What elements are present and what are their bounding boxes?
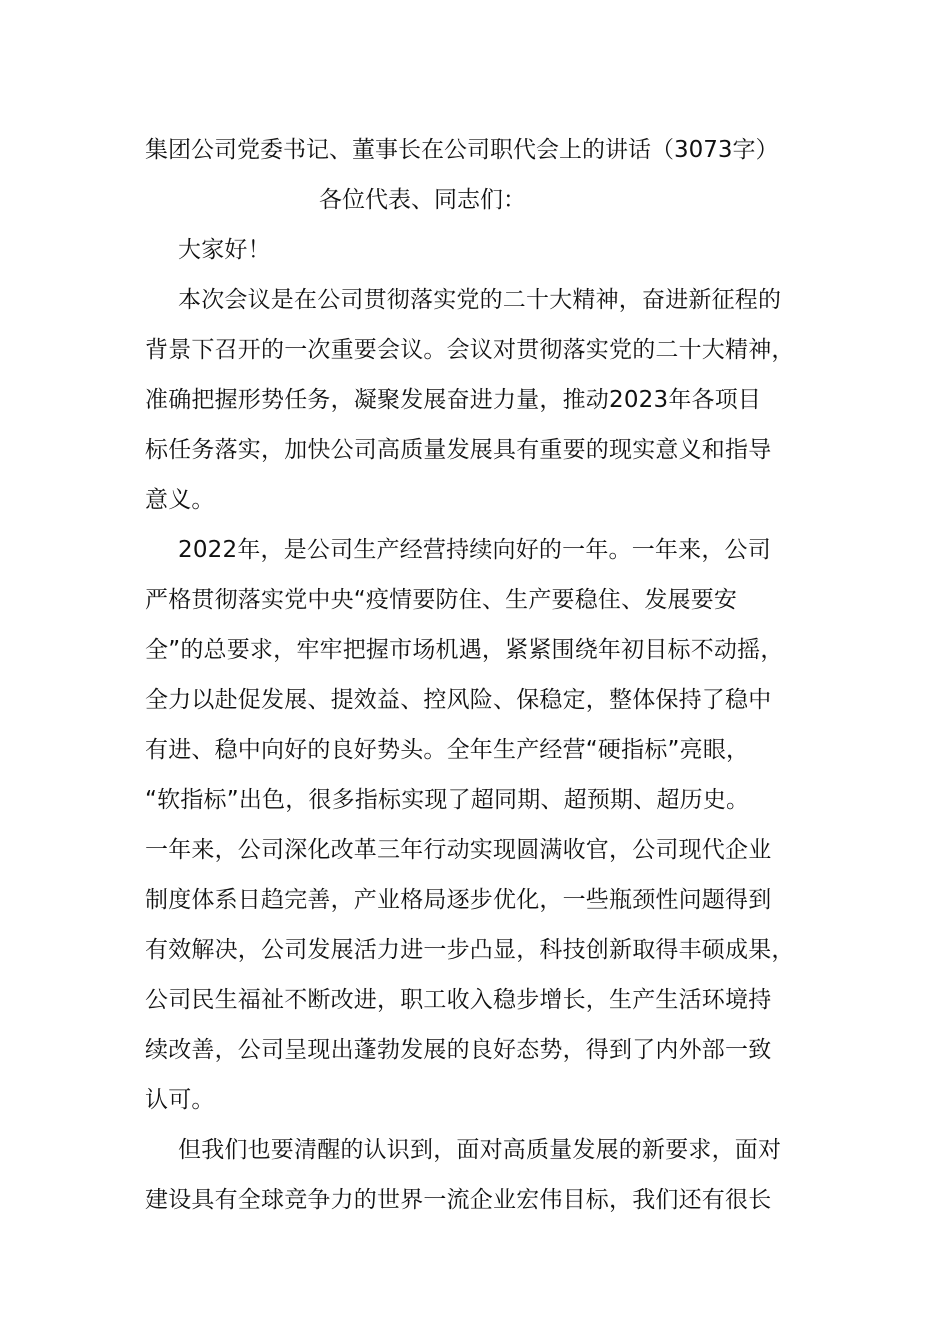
paragraph-line: 续改善，公司呈现出蓬勃发展的良好态势，得到了内外部一致 [145, 1037, 772, 1063]
paragraph-line: 制度体系日趋完善，产业格局逐步优化，一些瓶颈性问题得到 [145, 887, 772, 913]
paragraph-line: 全力以赴促发展、提效益、控风险、保稳定，整体保持了稳中 [145, 687, 772, 713]
paragraph-line: 背景下召开的一次重要会议。会议对贯彻落实党的二十大精神， [145, 337, 795, 363]
paragraph-line: 意义。 [145, 487, 215, 513]
salutation: 各位代表、同志们： [319, 187, 526, 213]
paragraph-line: 本次会议是在公司贯彻落实党的二十大精神，奋进新征程的 [178, 287, 782, 313]
paragraph-line: 认可。 [145, 1087, 215, 1113]
paragraph-line: 有进、稳中向好的良好势头。全年生产经营“硬指标”亮眼， [145, 737, 750, 763]
paragraph-line: 一年来，公司深化改革三年行动实现圆满收官，公司现代企业 [145, 837, 772, 863]
document-title: 集团公司党委书记、董事长在公司职代会上的讲话（3073字） [145, 137, 779, 163]
paragraph-line: 建设具有全球竞争力的世界一流企业宏伟目标，我们还有很长 [145, 1187, 772, 1213]
paragraph-line: 大家好！ [178, 237, 271, 263]
paragraph-line: 公司民生福祉不断改进，职工收入稳步增长，生产生活环境持 [145, 987, 772, 1013]
paragraph-line: 有效解决，公司发展活力进一步凸显，科技创新取得丰硕成果， [145, 937, 795, 963]
paragraph-line: 严格贯彻落实党中央“疫情要防住、生产要稳住、发展要安 [145, 587, 738, 613]
paragraph-line: “软指标”出色，很多指标实现了超同期、超预期、超历史。 [145, 787, 750, 813]
paragraph-line: 2022年，是公司生产经营持续向好的一年。一年来，公司 [178, 537, 771, 563]
paragraph-line: 但我们也要清醒的认识到，面对高质量发展的新要求，面对 [178, 1137, 782, 1163]
paragraph-line: 标任务落实，加快公司高质量发展具有重要的现实意义和指导 [145, 437, 772, 463]
paragraph-line: 全”的总要求，牢牢把握市场机遇，紧紧围绕年初目标不动摇， [145, 637, 784, 663]
paragraph-line: 准确把握形势任务，凝聚发展奋进力量，推动2023年各项目 [145, 387, 762, 413]
